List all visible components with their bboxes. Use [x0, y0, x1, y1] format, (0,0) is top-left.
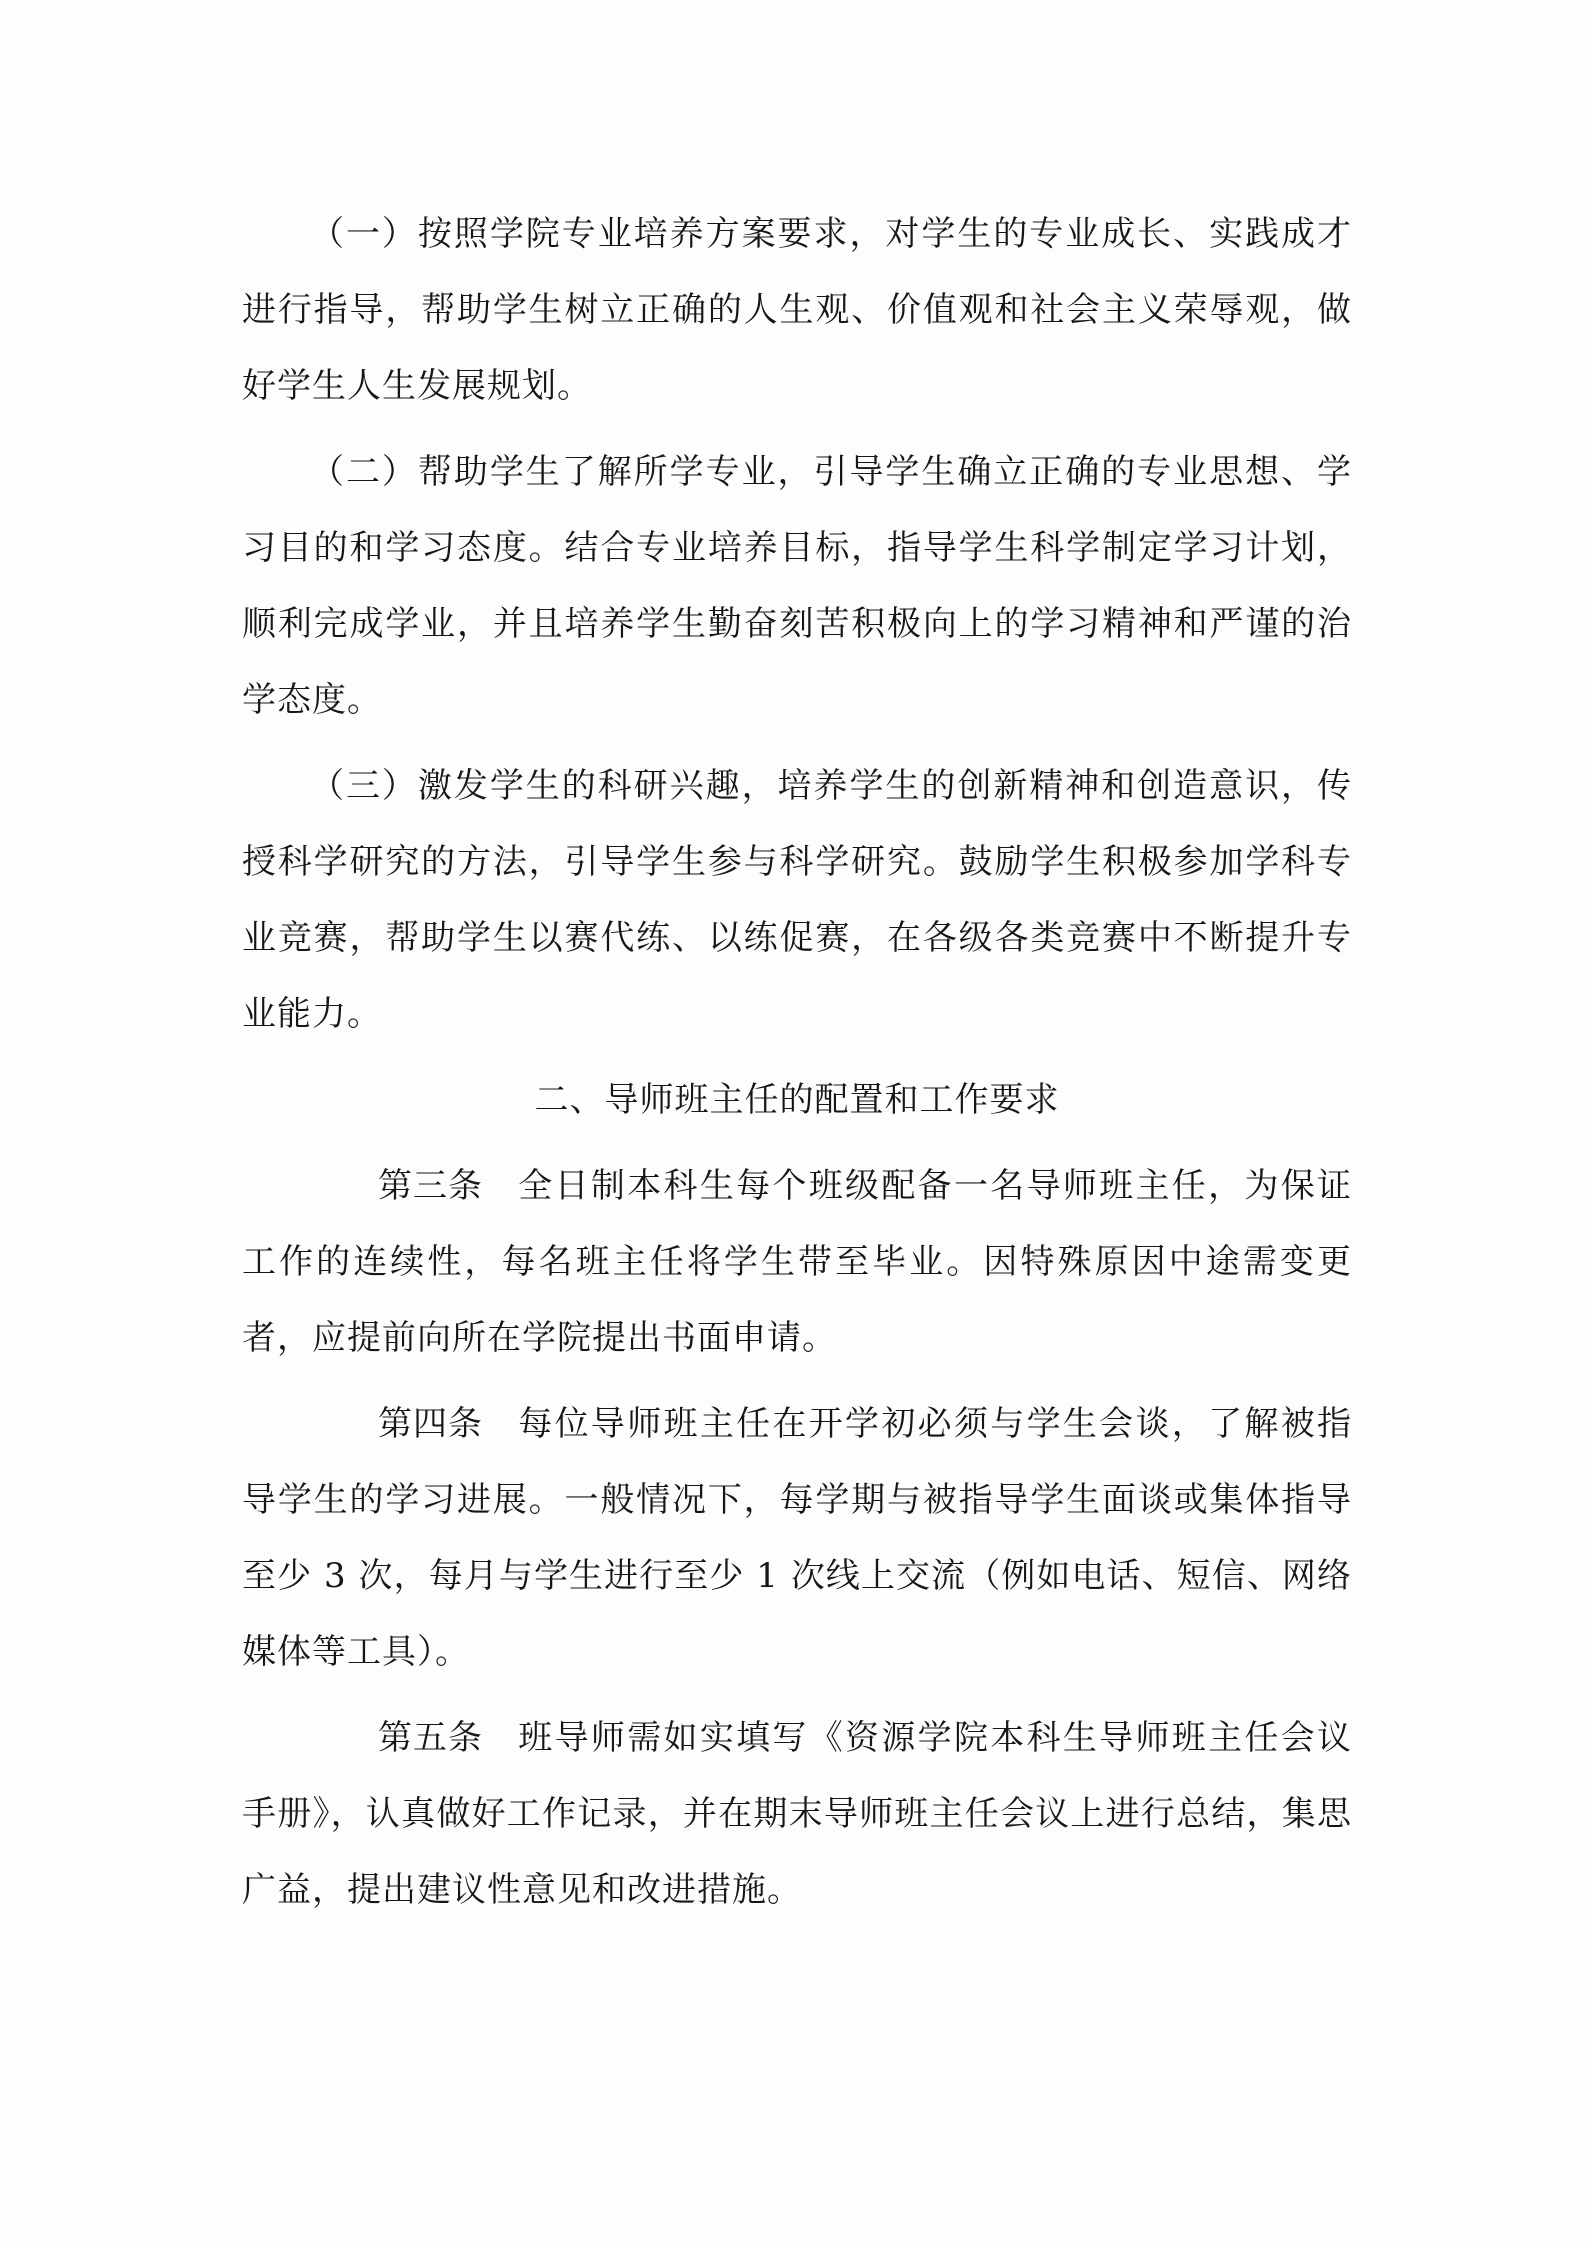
article-5-label: 第五条 [378, 1718, 483, 1758]
article-3-label: 第三条 [378, 1166, 483, 1206]
article-4 [242, 1386, 1352, 1690]
article-3 [242, 1148, 1352, 1376]
article-5-text: 班导师需如实填写《资源学院本科生导师班主任会议手册》，认真做好工作记录，并在期末导师班主任会议上进行总结，集思广益，提出建议性意见和改进措施。 [242, 1718, 1352, 1910]
paragraph-item-1: （一）按照学院专业培养方案要求，对学生的专业成长、实践成才进行指导，帮助学生树立正确的人生观、价值观和社会主义荣辱观，做好学生人生发展规划。 [242, 214, 1352, 406]
document-body [242, 196, 1352, 1938]
paragraph-item-2: （二）帮助学生了解所学专业，引导学生确立正确的专业思想、学习目的和学习态度。结合专业培养目标，指导学生科学制定学习计划，顺利完成学业，并且培养学生勤奋刻苦积极向上的学习精神和严谨的治学态度。 [242, 452, 1352, 720]
paragraph-item-3: （三）激发学生的科研兴趣，培养学生的创新精神和创造意识，传授科学研究的方法，引导学生参与科学研究。鼓励学生积极参加学科专业竞赛，帮助学生以赛代练、以练促赛，在各级各类竞赛中不断提升专业能力。 [242, 766, 1352, 1034]
article-4-text: 每位导师班主任在开学初必须与学生会谈，了解被指导学生的学习进展。一般情况下，每学期与被指导学生面谈或集体指导至少 3 次，每月与学生进行至少 1 次线上交流（例如电话、短信、网络媒体等工具）。 [242, 1404, 1352, 1672]
article-3-text: 全日制本科生每个班级配备一名导师班主任，为保证工作的连续性，每名班主任将学生带至毕业。因特殊原因中途需变更者，应提前向所在学院提出书面申请。 [242, 1166, 1352, 1358]
article-4-label: 第四条 [378, 1404, 483, 1444]
section-heading: 二、导师班主任的配置和工作要求 [534, 1080, 1060, 1120]
article-5 [242, 1700, 1352, 1928]
